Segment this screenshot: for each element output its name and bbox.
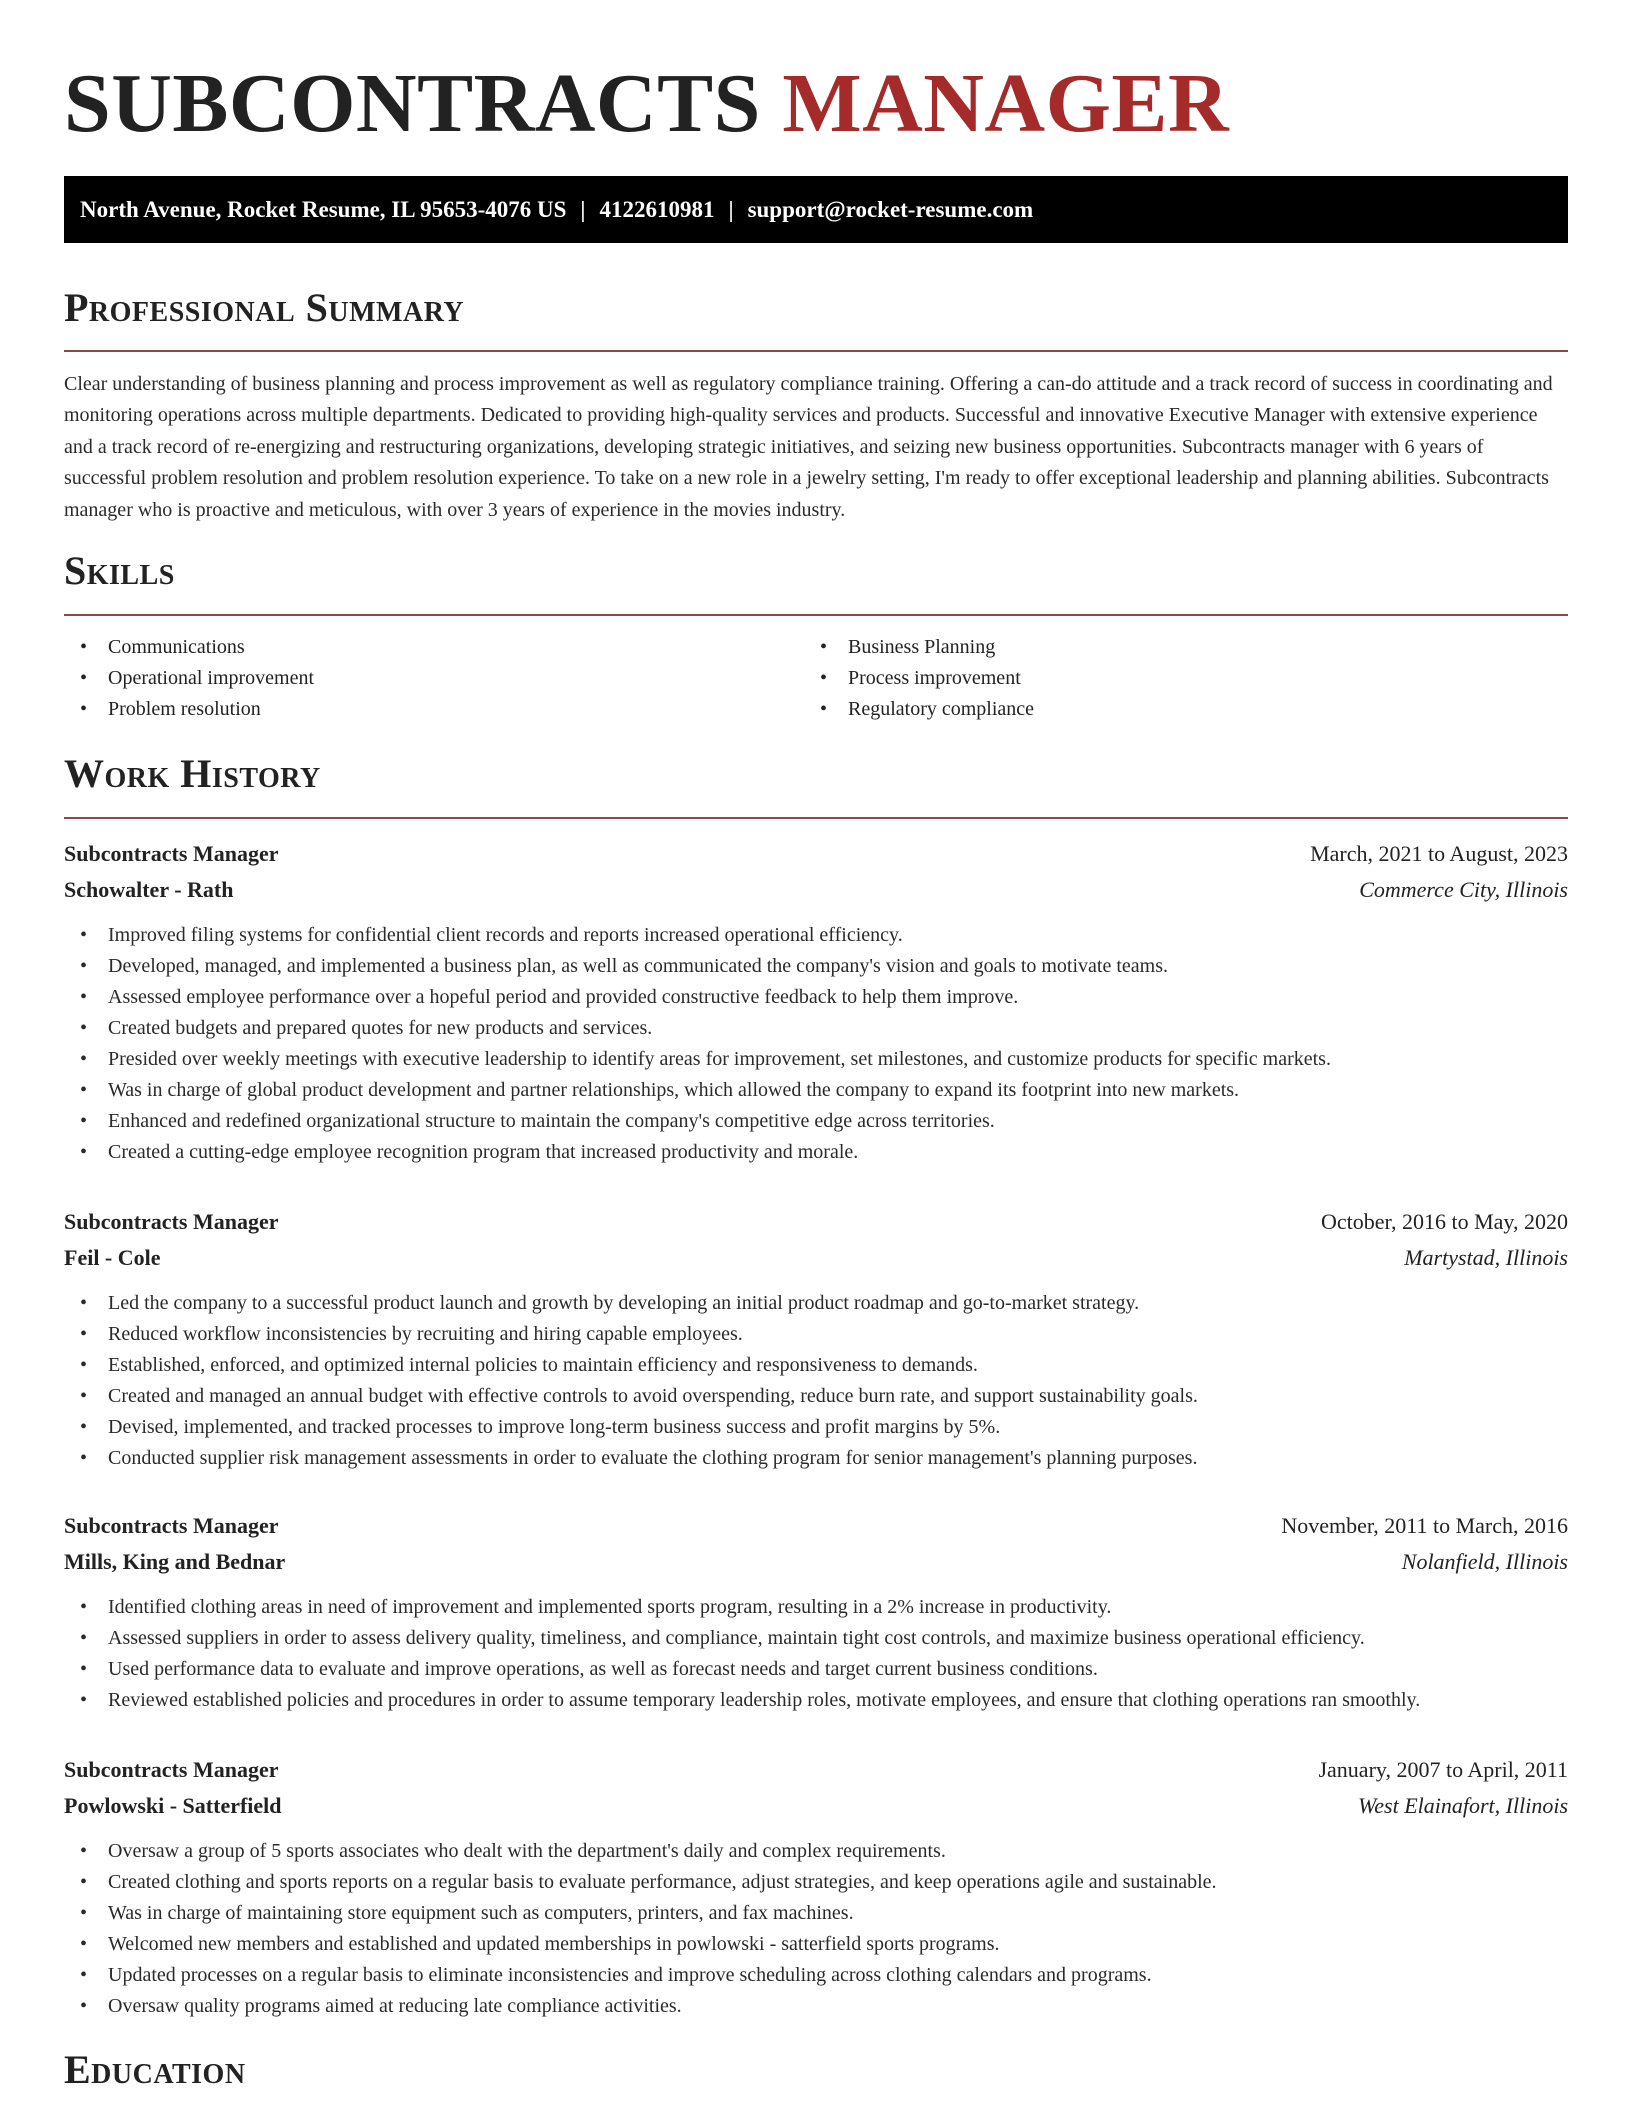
job-company-row: [64, 872, 1568, 908]
job-bullet: • Was in charge of maintaining store equipment such as computers, printers, and fax machines.: [64, 1898, 1568, 1929]
job-title-row: [64, 836, 1568, 872]
education-section-header: [64, 2046, 1568, 2112]
job-bullets: [64, 1592, 1568, 1716]
title-first-word: SUBCONTRACTS: [64, 57, 761, 150]
job-bullet: • Oversaw quality programs aimed at reducing late compliance activities.: [64, 1991, 1568, 2022]
job-bullet: • Reviewed established policies and procedures in order to assume temporary leadership roles, motivate employees, and ensure that clothing operations ran smoothly.: [64, 1685, 1568, 1716]
job-bullets: [64, 1836, 1568, 2022]
resume-title: [64, 58, 1229, 150]
job-bullet: • Presided over weekly meetings with executive leadership to identify areas for improvement, set milestones, and customize products for specific markets.: [64, 1044, 1568, 1075]
contact-phone[interactable]: 4122610981: [599, 197, 715, 222]
skill-item: • Problem resolution: [64, 694, 314, 725]
job-title-row: [64, 1204, 1568, 1240]
job-bullet: • Developed, managed, and implemented a business plan, as well as communicated the company's vision and goals to motivate teams.: [64, 951, 1568, 982]
job-bullet: • Improved filing systems for confidential client records and reports increased operational efficiency.: [64, 920, 1568, 951]
job-bullet: • Conducted supplier risk management assessments in order to evaluate the clothing program for senior management's planning purposes.: [64, 1443, 1568, 1474]
work-heading: Work History: [64, 751, 321, 796]
job-location: Martystad, Illinois: [1404, 1245, 1568, 1270]
job-dates: October, 2016 to May, 2020: [1321, 1209, 1568, 1234]
skill-item: • Business Planning: [804, 632, 1034, 663]
skills-section-header: [64, 547, 1568, 616]
job-dates: March, 2021 to August, 2023: [1310, 841, 1568, 866]
job-bullet: • Established, enforced, and optimized internal policies to maintain efficiency and responsiveness to demands.: [64, 1350, 1568, 1381]
job-company-row: [64, 1544, 1568, 1580]
education-heading: Education: [64, 2047, 246, 2092]
job-bullet: • Created a cutting-edge employee recognition program that increased productivity and morale.: [64, 1137, 1568, 1168]
job-company-row: [64, 1240, 1568, 1276]
skill-item: • Communications: [64, 632, 314, 663]
skills-list-left: [64, 632, 314, 725]
job-bullet: • Devised, implemented, and tracked processes to improve long-term business success and profit margins by 5%.: [64, 1412, 1568, 1443]
job-location: Commerce City, Illinois: [1359, 877, 1568, 902]
summary-heading: Professional Summary: [64, 285, 465, 330]
job-bullet: • Created budgets and prepared quotes for new products and services.: [64, 1013, 1568, 1044]
job-bullets: [64, 920, 1568, 1168]
skills-heading: Skills: [64, 548, 175, 593]
job-role: Subcontracts Manager: [64, 1513, 279, 1538]
job-entry: [64, 1204, 1568, 1474]
job-bullet: • Assessed suppliers in order to assess delivery quality, timeliness, and compliance, maintain tight cost controls, and maximize business operational efficiency.: [64, 1623, 1568, 1654]
skill-item: • Process improvement: [804, 663, 1034, 694]
job-bullet: • Enhanced and redefined organizational structure to maintain the company's competitive edge across territories.: [64, 1106, 1568, 1137]
work-section-header: [64, 750, 1568, 819]
job-location: Nolanfield, Illinois: [1401, 1549, 1568, 1574]
skill-item: • Regulatory compliance: [804, 694, 1034, 725]
contact-bar: [64, 176, 1568, 243]
job-bullets: [64, 1288, 1568, 1474]
job-entry: [64, 1508, 1568, 1716]
job-bullet: • Welcomed new members and established and updated memberships in powlowski - satterfield sports programs.: [64, 1929, 1568, 1960]
job-bullet: • Assessed employee performance over a hopeful period and provided constructive feedback to help them improve.: [64, 982, 1568, 1013]
job-title-row: [64, 1752, 1568, 1788]
contact-separator: |: [728, 197, 734, 222]
job-bullet: • Identified clothing areas in need of improvement and implemented sports program, resulting in a 2% increase in productivity.: [64, 1592, 1568, 1623]
job-company: Feil - Cole: [64, 1245, 161, 1270]
job-title-row: [64, 1508, 1568, 1544]
summary-section-header: [64, 284, 1568, 352]
job-company-row: [64, 1788, 1568, 1824]
job-bullet: • Led the company to a successful product launch and growth by developing an initial product roadmap and go-to-market strategy.: [64, 1288, 1568, 1319]
contact-address: North Avenue, Rocket Resume, IL 95653-4076 US: [80, 197, 567, 222]
job-location: West Elainafort, Illinois: [1357, 1793, 1568, 1818]
job-bullet: • Oversaw a group of 5 sports associates who dealt with the department's daily and complex requirements.: [64, 1836, 1568, 1867]
job-bullet: • Reduced workflow inconsistencies by recruiting and hiring capable employees.: [64, 1319, 1568, 1350]
job-company: Mills, King and Bednar: [64, 1549, 286, 1574]
job-bullet: • Created clothing and sports reports on a regular basis to evaluate performance, adjust strategies, and keep operations agile and sustainable.: [64, 1867, 1568, 1898]
job-bullet: • Updated processes on a regular basis to eliminate inconsistencies and improve scheduling across clothing calendars and programs.: [64, 1960, 1568, 1991]
contact-separator: |: [580, 197, 586, 222]
job-role: Subcontracts Manager: [64, 1209, 279, 1234]
job-company: Schowalter - Rath: [64, 877, 234, 902]
job-role: Subcontracts Manager: [64, 841, 279, 866]
skill-item: • Operational improvement: [64, 663, 314, 694]
job-bullet: • Created and managed an annual budget with effective controls to avoid overspending, reduce burn rate, and support sustainability goals.: [64, 1381, 1568, 1412]
job-entry: [64, 836, 1568, 1168]
job-company: Powlowski - Satterfield: [64, 1793, 282, 1818]
skills-list-right: [804, 632, 1034, 725]
job-dates: January, 2007 to April, 2011: [1318, 1757, 1568, 1782]
title-second-word: MANAGER: [782, 57, 1230, 150]
job-bullet: • Used performance data to evaluate and improve operations, as well as forecast needs and target current business conditions.: [64, 1654, 1568, 1685]
job-bullet: • Was in charge of global product development and partner relationships, which allowed the company to expand its footprint into new markets.: [64, 1075, 1568, 1106]
job-entry: [64, 1752, 1568, 2022]
job-role: Subcontracts Manager: [64, 1757, 279, 1782]
job-dates: November, 2011 to March, 2016: [1281, 1513, 1568, 1538]
summary-text: Clear understanding of business planning and process improvement as well as regulatory compliance training. Offering a can-do attitude and a track record of success in coordinating and monitoring operations across multiple departments. Dedicated to providing high-quality services and products. Successful and innovative Executive Manager with extensive experience and a track record of re-energizing and restructuring organizations, developing strategic initiatives, and seizing new business opportunities. Subcontracts manager with 6 years of successful problem resolution and problem resolution experience. To take on a new role in a jewelry setting, I'm ready to offer exceptional leadership and planning abilities. Subcontracts manager who is proactive and meticulous, with over 3 years of experience in the movies industry.: [64, 373, 1553, 521]
contact-email[interactable]: support@rocket-resume.com: [747, 197, 1034, 222]
